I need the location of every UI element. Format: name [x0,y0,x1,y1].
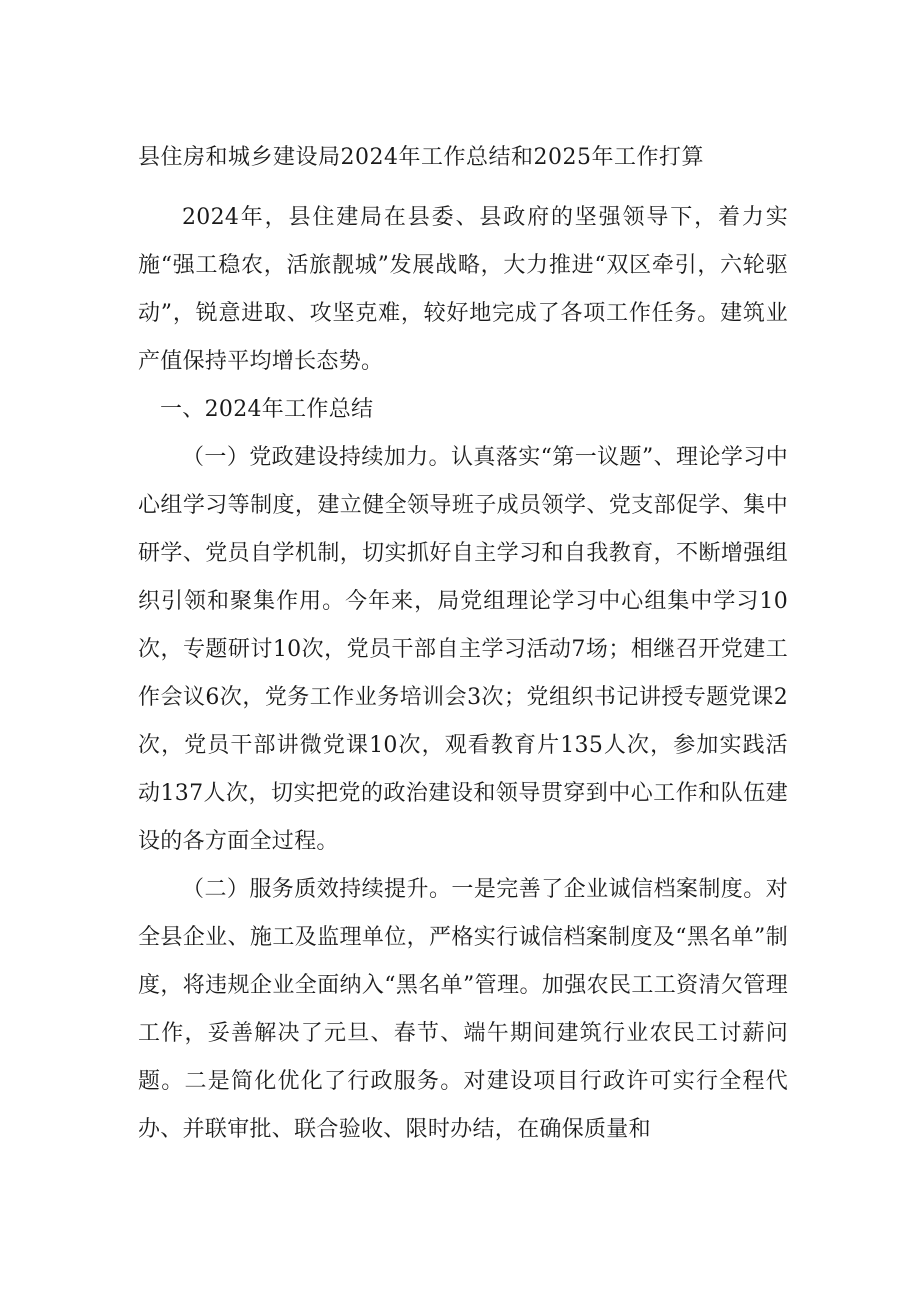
document-title: 县住房和城乡建设局2024年工作总结和2025年工作打算 [138,145,704,170]
party-building-paragraph: （一）党政建设持续加力。认真落实“第一议题”、理论学习中心组学习等制度，建立健全领导班子成员领学、党支部促学、集中研学、党员自学机制，切实抓好自主学习和自我教育，不断增强组织引领和聚集作用。今年来，局党组理论学习中心组集中学习10次，专题研讨10次，党员干部自主学习活动7场；相继召开党建工作会议6次，党务工作业务培训会3次；党组织书记讲授专题党课2次，党员干部讲微党课10次，观看教育片135人次，参加实践活动137人次，切实把党的政治建设和领导贯穿到中心工作和队伍建设的各方面全过程。 [138,445,788,854]
document-body [138,194,788,1154]
service-quality-paragraph: （二）服务质效持续提升。一是完善了企业诚信档案制度。对全县企业、施工及监理单位，严格实行诚信档案制度及“黑名单”制度，将违规企业全面纳入“黑名单”管理。加强农民工工资清欠管理工作，妥善解决了元旦、春节、端午期间建筑行业农民工讨薪问题。二是简化优化了行政服务。对建设项目行政许可实行全程代办、并联审批、联合验收、限时办结，在确保质量和 [138,877,788,1142]
intro-paragraph: 2024年，县住建局在县委、县政府的坚强领导下，着力实施“强工稳农，活旅靓城”发展战略，大力推进“双区牵引，六轮驱动”，锐意进取、攻坚克难，较好地完成了各项工作任务。建筑业产值保持平均增长态势。 [138,205,788,374]
section-heading: 一、2024年工作总结 [160,397,374,422]
